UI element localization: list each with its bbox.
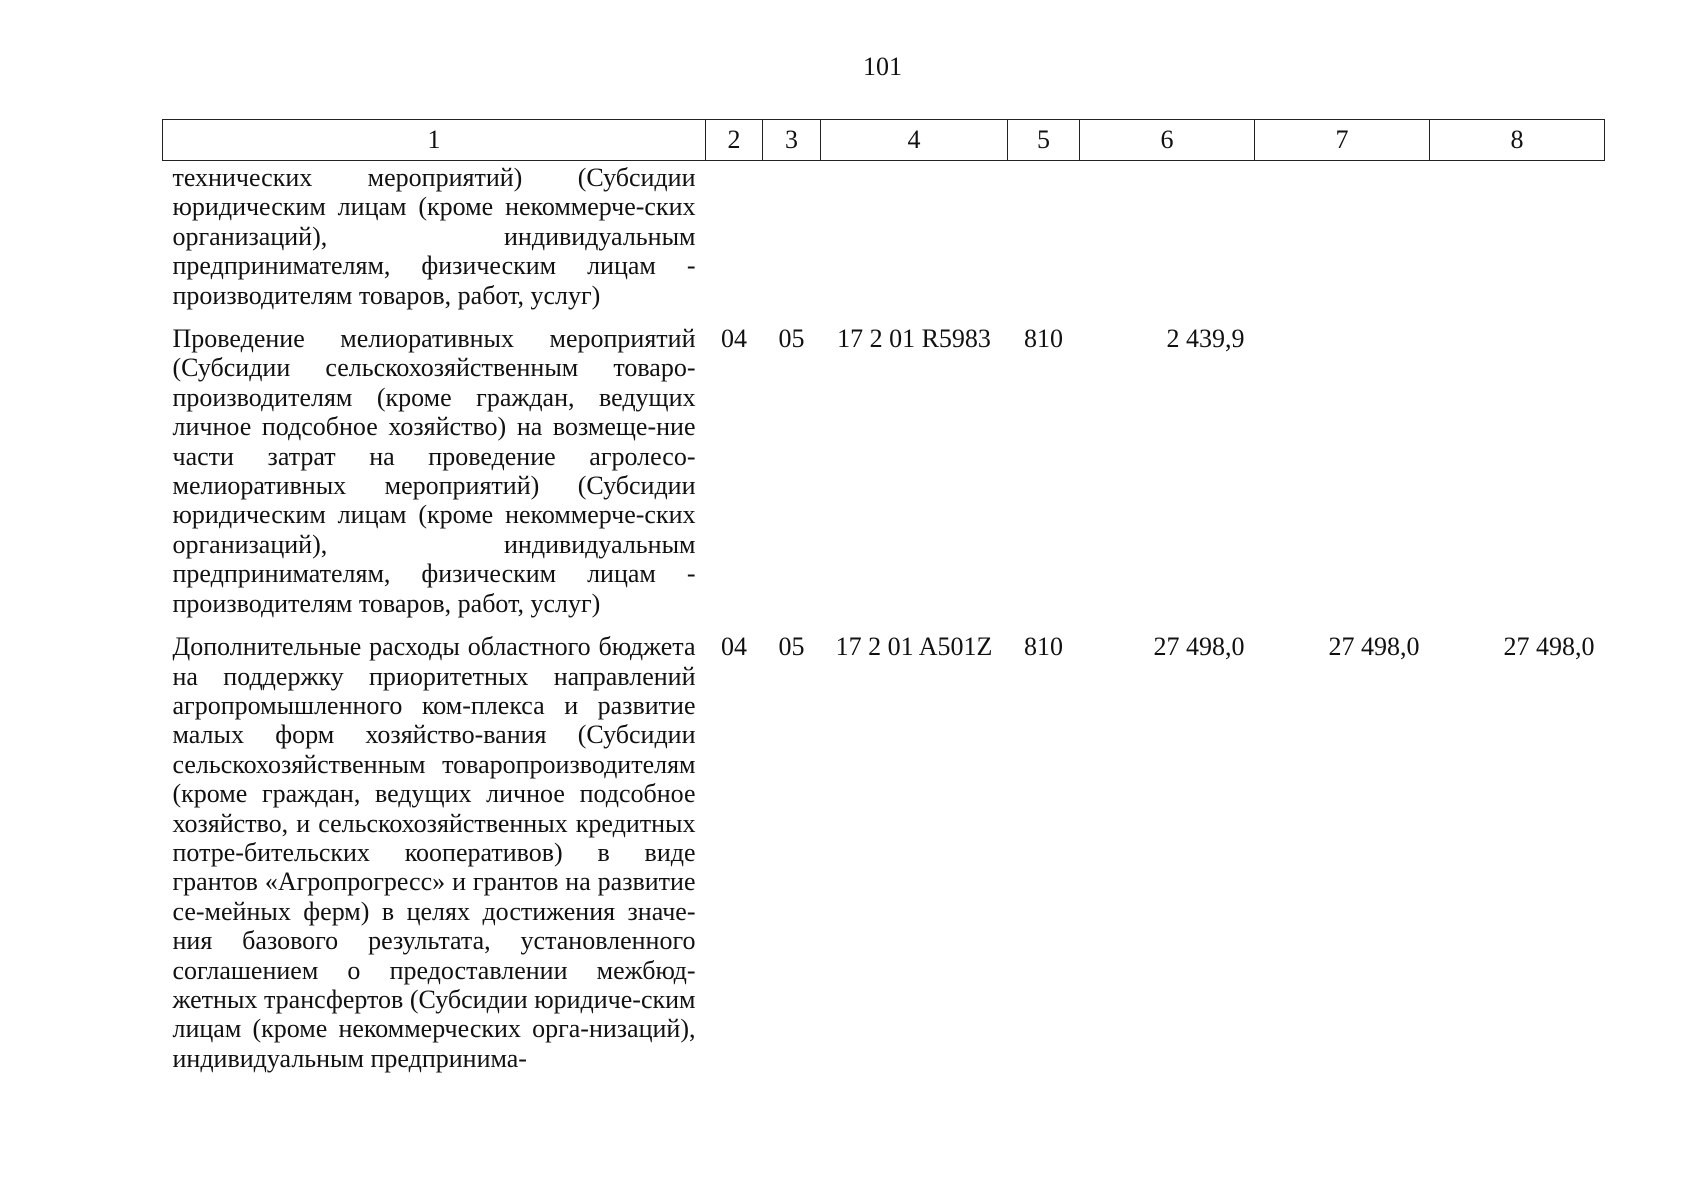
table-row	[163, 161, 1605, 311]
row-description: Дополнительные расходы областного бюджета на поддержку приоритетных направлений агропромышленного ком-плекса и развитие малых форм хозяйство-вания (Субсидии сельскохозяйственным товаропроизводителям (кроме граждан, ведущих личное подсобное хозяйство, и сельскохозяйственных кредитных потре-бительских кооперативов) в виде грантов «Агропрогресс» и грантов на развитие се-мейных ферм) в целях достижения значе-ния базового результата, установленного соглашением о предоставлении межбюд-жетных трансфертов (Субсидии юридиче-ским лицам (кроме некоммерческих орга-низаций), индивидуальным предпринима-	[172, 632, 696, 1073]
budget-table	[162, 119, 1605, 1073]
amount-col-8	[1430, 161, 1605, 311]
amount-col-6	[1080, 161, 1255, 311]
amount-col-7	[1255, 310, 1430, 618]
target-article-code: 17 2 01 A501Z	[835, 632, 993, 662]
amount-col-8	[1430, 310, 1605, 618]
expense-type-code: 810	[1024, 632, 1063, 662]
page-number: 101	[863, 52, 902, 81]
section-code	[706, 161, 763, 311]
column-header-5: 5	[1008, 120, 1080, 161]
column-header-3: 3	[763, 120, 821, 161]
amount-col-7: 27 498,0	[1328, 632, 1420, 662]
column-header-2: 2	[706, 120, 763, 161]
amount-col-6: 2 439,9	[1166, 324, 1245, 354]
amount-col-6: 27 498,0	[1153, 632, 1245, 662]
section-code: 04	[721, 324, 747, 354]
section-code: 04	[721, 632, 747, 662]
column-header-1: 1	[163, 120, 706, 161]
subsection-code: 05	[778, 324, 805, 354]
target-article-code: 17 2 01 R5983	[837, 324, 991, 354]
column-header-8: 8	[1430, 120, 1605, 161]
subsection-code	[763, 161, 821, 311]
column-header-7: 7	[1255, 120, 1430, 161]
amount-col-7	[1255, 161, 1430, 311]
table-row	[163, 310, 1605, 618]
row-description: Проведение мелиоративных мероприятий (Субсидии сельскохозяйственным товаро-производителям (кроме граждан, ведущих личное подсобное хозяйство) на возмеще-ние части затрат на проведение агролесо-мелиоративных мероприятий) (Субсидии юридическим лицам (кроме некоммерче-ских организаций), индивидуальным предпринимателям, физическим лицам - производителям товаров, работ, услуг)	[172, 324, 696, 618]
subsection-code: 05	[778, 632, 805, 662]
table-row	[163, 618, 1605, 1073]
row-description: технических мероприятий) (Субсидии юридическим лицам (кроме некоммерче-ских организаций), индивидуальным предпринимателям, физическим лицам - производителям товаров, работ, услуг)	[172, 163, 696, 310]
column-header-4: 4	[821, 120, 1008, 161]
expense-type-code	[1008, 161, 1080, 311]
table-header-row	[163, 120, 1605, 161]
column-header-6: 6	[1080, 120, 1255, 161]
target-article-code	[821, 161, 1008, 311]
expense-type-code: 810	[1024, 324, 1063, 354]
amount-col-8: 27 498,0	[1503, 632, 1595, 662]
